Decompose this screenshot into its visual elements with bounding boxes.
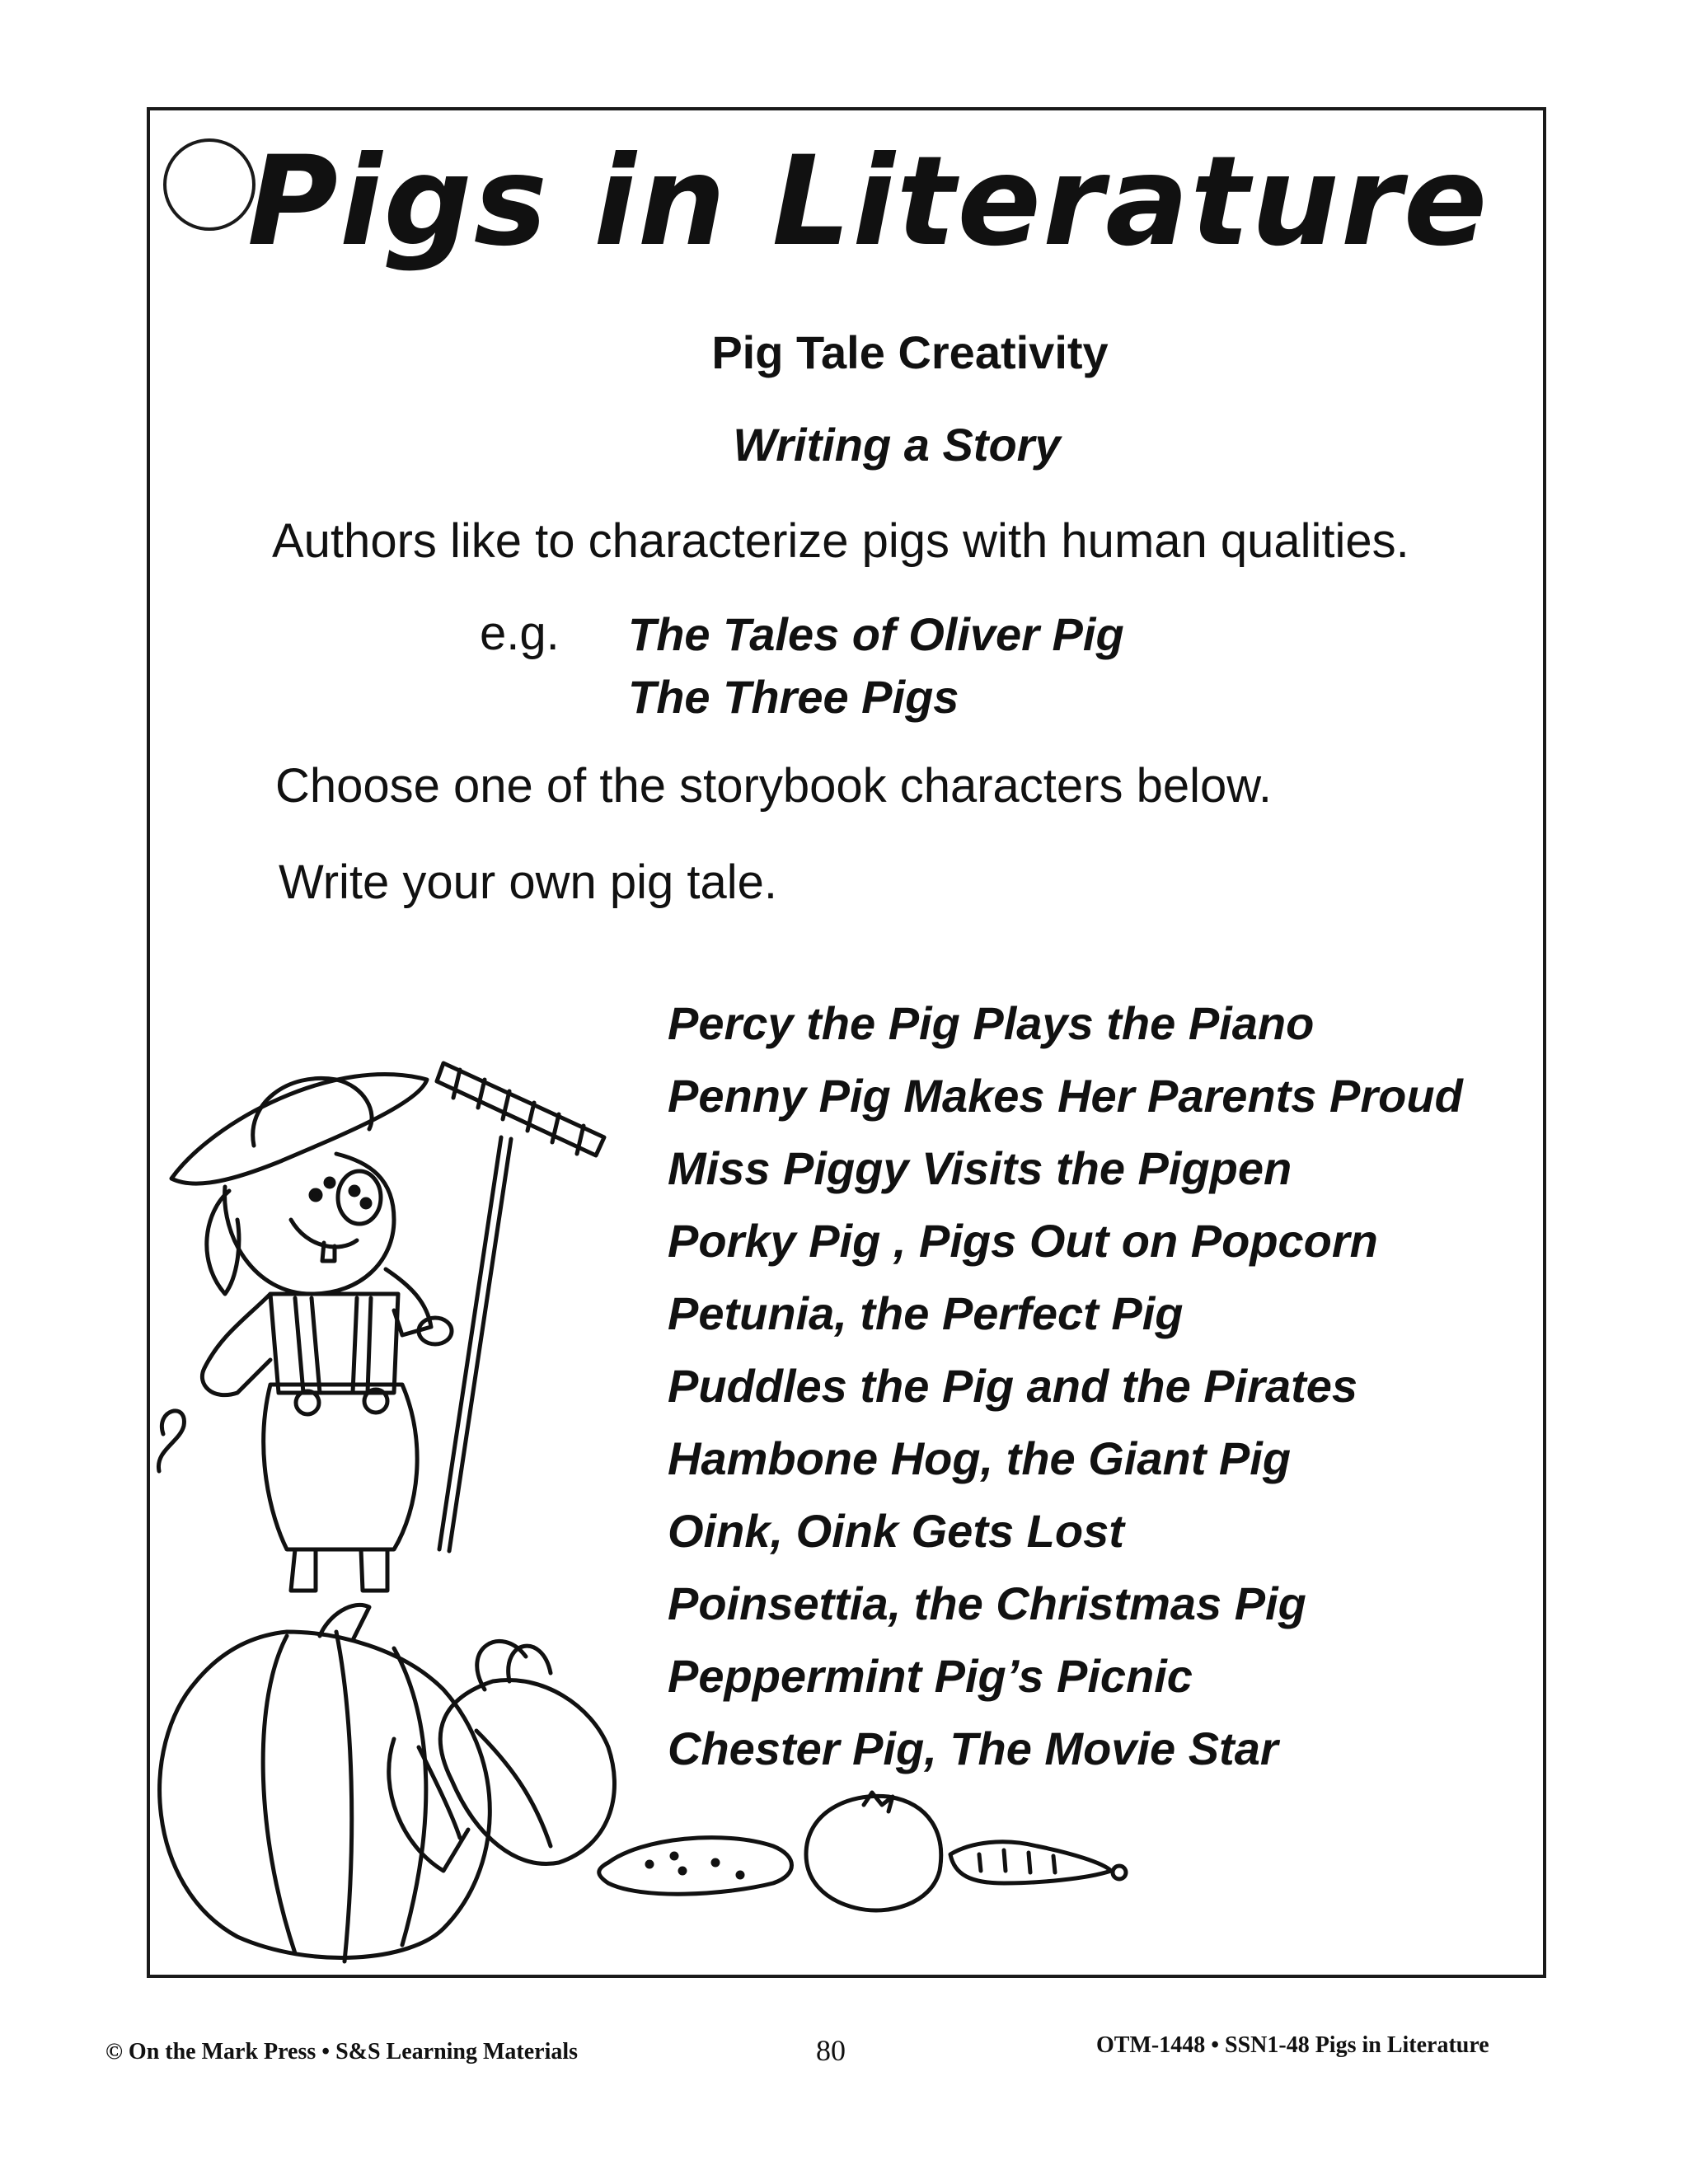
list-item: Miss Piggy Visits the Pigpen	[668, 1142, 1292, 1194]
example-item: The Three Pigs	[628, 671, 959, 723]
hole-punch-circle	[163, 138, 256, 231]
example-label: e.g.	[480, 607, 560, 660]
instruction-write: Write your own pig tale.	[279, 855, 777, 909]
illustration	[147, 1022, 1564, 1978]
tomato-icon	[806, 1793, 941, 1910]
list-item: Hambone Hog, the Giant Pig	[668, 1432, 1292, 1484]
list-item: Oink, Oink Gets Lost	[668, 1505, 1124, 1557]
list-item: Puddles the Pig and the Pirates	[668, 1360, 1358, 1412]
page-title: Pigs in Literature	[247, 130, 1489, 274]
section-heading: Writing a Story	[733, 419, 1061, 471]
example-list	[628, 603, 1124, 729]
instruction-choose: Choose one of the storybook characters below.	[275, 759, 1273, 813]
rake-icon	[437, 1063, 604, 1551]
intro-text: Authors like to characterize pigs with human qualities.	[272, 514, 1409, 568]
pumpkin-icon	[160, 1605, 490, 1961]
subtitle: Pig Tale Creativity	[711, 326, 1109, 378]
list-item: Percy the Pig Plays the Piano	[668, 997, 1315, 1049]
cucumber-icon	[599, 1838, 792, 1895]
list-item: Penny Pig Makes Her Parents Proud	[668, 1070, 1463, 1122]
example-item: The Tales of Oliver Pig	[628, 608, 1124, 660]
carrot-icon	[950, 1842, 1126, 1883]
list-item: Petunia, the Perfect Pig	[668, 1287, 1184, 1339]
list-item: Chester Pig, The Movie Star	[668, 1722, 1278, 1774]
footer-product-code: OTM-1448 • SSN1-48 Pigs in Literature	[1096, 2032, 1489, 2058]
pig-farmer-icon	[158, 1075, 452, 1591]
list-item: Peppermint Pig’s Picnic	[668, 1650, 1193, 1702]
list-item: Porky Pig , Pigs Out on Popcorn	[668, 1215, 1378, 1267]
footer-copyright: © On the Mark Press • S&S Learning Materials	[106, 2039, 579, 2064]
list-item: Poinsettia, the Christmas Pig	[668, 1577, 1306, 1629]
page-number: 80	[816, 2034, 846, 2067]
